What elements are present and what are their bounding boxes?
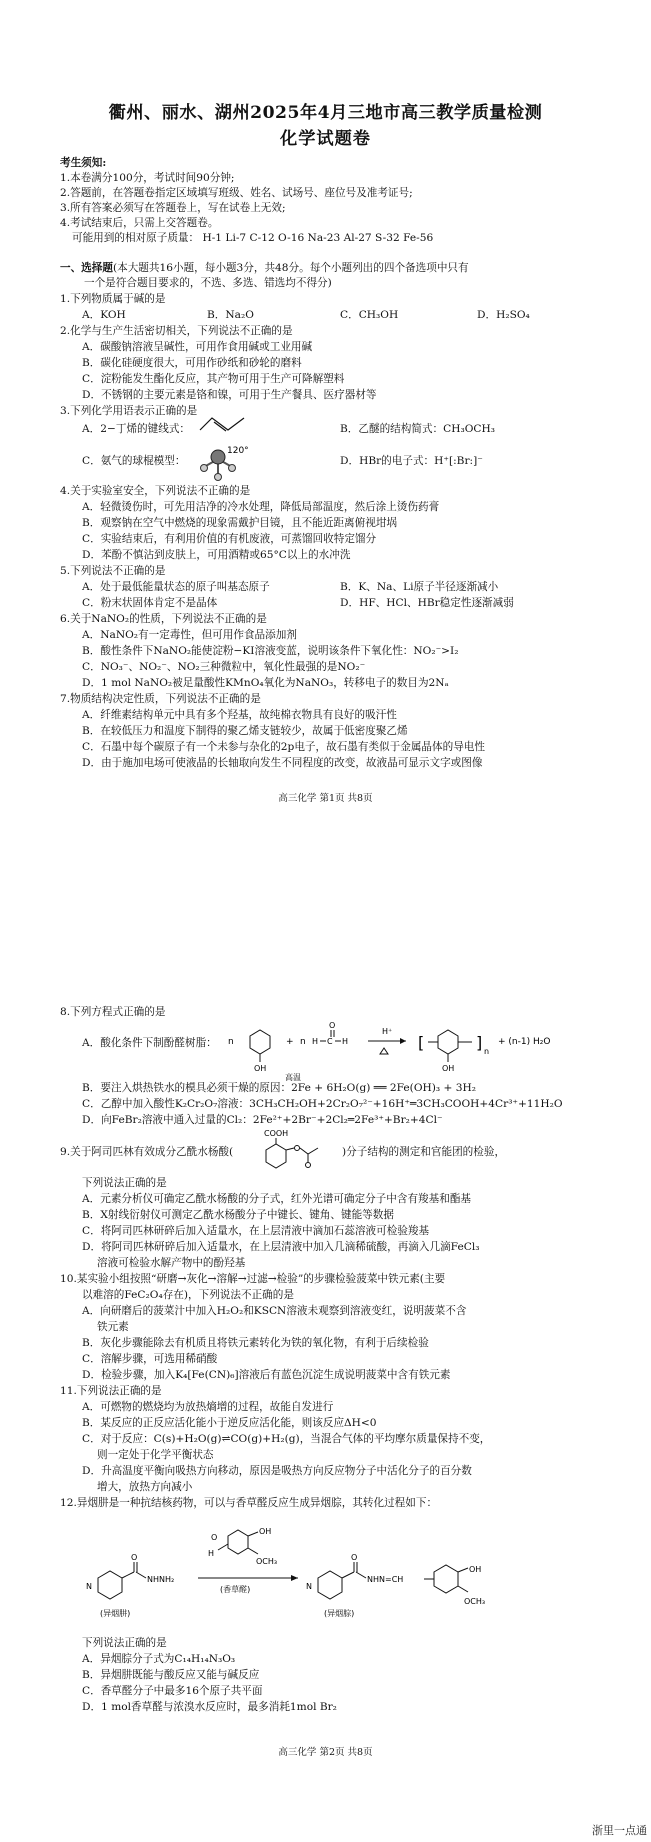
high-temp-condition: 高温 xyxy=(285,1073,301,1082)
q9-option-a: A．元素分析仪可确定乙酰水杨酸的分子式，红外光谱可确定分子中含有羧基和酯基 xyxy=(82,1193,472,1205)
svg-text:[: [ xyxy=(418,1033,425,1052)
q5-stem: 5.下列说法不正确的是 xyxy=(60,565,166,577)
svg-text:]: ] xyxy=(476,1033,483,1052)
q12-option-c: C．香草醛分子中最多16个原子共平面 xyxy=(82,1685,263,1697)
ammonia-ball-stick-model xyxy=(196,441,256,481)
hcho-h1: H xyxy=(312,1037,319,1046)
bond-angle-label: 120° xyxy=(227,446,249,456)
vanillin-och3: OCH₃ xyxy=(256,1557,278,1566)
product-oh: OH xyxy=(469,1565,482,1574)
q6-option-c: C．NO₃⁻、NO₂⁻、NO₂三种微粒中，氧化性最强的是NO₂⁻ xyxy=(82,661,366,673)
phenol-oh: OH xyxy=(254,1064,267,1073)
pyridine-n: N xyxy=(86,1582,92,1591)
q12-lead: 下列说法正确的是 xyxy=(82,1637,167,1649)
hydrazone-group: NHN=CH xyxy=(367,1575,404,1584)
hcho-h2: H xyxy=(342,1037,349,1046)
coef-n-2: n xyxy=(300,1037,306,1047)
q11-option-c-cont: 则一定处于化学平衡状态 xyxy=(97,1449,214,1461)
q7-option-c: C．石墨中每个碳原子有一个未参与杂化的2p电子，故石墨有类似于金属晶体的导电性 xyxy=(82,741,485,753)
q5-option-d: D．HF、HCl、HBr稳定性逐渐减弱 xyxy=(340,597,514,609)
aldehyde-h: H xyxy=(208,1549,215,1558)
notice-line: 2.答题前，在答题卷指定区域填写班级、姓名、试场号、座位号及准考证号; xyxy=(60,187,413,199)
q5-option-a: A．处于最低能量状态的原子叫基态原子 xyxy=(82,581,270,593)
q9-stem-1: 9.关于阿司匹林有效成分乙酰水杨酸( xyxy=(60,1146,234,1158)
q9-option-c: C．将阿司匹林研碎后加入适量水，在上层清液中滴加石蕊溶液可检验羧基 xyxy=(82,1225,430,1237)
atomic-masses: 可能用到的相对原子质量： H-1 Li-7 C-12 O-16 Na-23 Al-27 S-32 Fe-56 xyxy=(72,232,434,244)
q10-option-a: A．向研磨后的菠菜汁中加入H₂O₂和KSCN溶液未观察到溶液变红，说明菠菜不含 xyxy=(82,1305,467,1317)
q2-stem: 2.化学与生产生活密切相关，下列说法不正确的是 xyxy=(60,325,293,337)
q2-option-c: C．淀粉能发生酯化反应，其产物可用于生产可降解塑料 xyxy=(82,373,345,385)
q2-option-a: A．碳酸钠溶液呈碱性，可用作食用碱或工业用碱 xyxy=(82,341,313,353)
q4-option-d: D．苯酚不慎沾到皮肤上，可用酒精或65°C以上的水冲洗 xyxy=(82,549,351,561)
q6-stem: 6.关于NaNO₂的性质，下列说法不正确的是 xyxy=(60,613,267,625)
plus-sign: + xyxy=(286,1037,294,1047)
section-desc: (本大题共16小题，每小题3分，共48分。每个小题列出的四个备选项中只有 xyxy=(112,262,469,274)
section-heading xyxy=(60,261,469,275)
isoniazone-label: (异烟腙) xyxy=(324,1609,355,1618)
phenol-formaldehyde-equation xyxy=(228,1016,628,1076)
q9-lead: 下列说法正确的是 xyxy=(82,1177,167,1189)
q9-option-d: D．将阿司匹林研碎后加入适量水，在上层清液中加入几滴稀硫酸，再滴入几滴FeCl₃ xyxy=(82,1241,480,1253)
notice-line: 4.考试结束后，只需上交答题卷。 xyxy=(60,217,219,229)
q7-option-d: D．由于施加电场可使液晶的长轴取向发生不同程度的改变，故液晶可显示文字或图像 xyxy=(82,757,483,769)
q10-option-c: C．溶解步骤，可选用稀硝酸 xyxy=(82,1353,218,1365)
q8-option-c: C．乙醇中加入酸性K₂Cr₂O₇溶液：3CH₃CH₂OH+2Cr₂O₇²⁻+16H⁺═3CH₃COOH+4Cr³⁺+11H₂O xyxy=(82,1098,563,1110)
q3-stem: 3.下列化学用语表示正确的是 xyxy=(60,405,198,417)
q9-stem-2: )分子结构的测定和官能团的检验， xyxy=(342,1146,506,1158)
q9-option-b: B．X射线衍射仪可测定乙酰水杨酸分子中键长、键角、键能等数据 xyxy=(82,1209,394,1221)
butene-skeletal-formula xyxy=(198,412,254,436)
q10-stem-2: 以难溶的FeC₂O₄存在)，下列说法不正确的是 xyxy=(82,1289,294,1301)
hydrazide-group: NHNH₂ xyxy=(147,1575,175,1584)
page-footer: 高三化学 第1页 共8页 xyxy=(278,793,373,804)
q6-option-a: A．NaNO₂有一定毒性，但可用作食品添加剂 xyxy=(82,629,297,641)
q12-option-b: B．异烟肼既能与酸反应又能与碱反应 xyxy=(82,1669,260,1681)
notice-heading: 考生须知: xyxy=(60,157,107,169)
page-footer: 高三化学 第2页 共8页 xyxy=(278,1747,373,1758)
q6-option-d: D．1 mol NaNO₂被足量酸性KMnO₄氧化为NaNO₃，转移电子的数目为2Nₐ xyxy=(82,677,449,689)
resin-n: n xyxy=(484,1047,490,1056)
q10-option-b: B．灰化步骤能除去有机质且将铁元素转化为铁的氧化物，有利于后续检验 xyxy=(82,1337,429,1349)
q11-option-d: D．升高温度平衡向吸热方向移动，原因是吸热方向反应物分子中活化分子的百分数 xyxy=(82,1465,472,1477)
q4-stem: 4.关于实验室安全，下列说法不正确的是 xyxy=(60,485,251,497)
q5-option-b: B．K、Na、Li原子半径逐渐减小 xyxy=(340,581,499,593)
q3-option-b: B．乙醚的结构简式：CH₃OCH₃ xyxy=(340,423,495,435)
q8-option-b: B．要注入烘热铁水的模具必须干燥的原因：2Fe + 6H₂O(g) ══ 2Fe(OH)₃ + 3H₂ xyxy=(82,1082,476,1094)
q8-stem: 8.下列方程式正确的是 xyxy=(60,1006,166,1018)
q4-option-a: A．轻微烫伤时，可先用洁净的冷水处理，降低局部温度，然后涂上烫伤药膏 xyxy=(82,501,440,513)
isoniazid-reaction-scheme xyxy=(78,1512,578,1622)
q7-option-a: A．纤维素结构单元中具有多个羟基，故纯棉衣物具有良好的吸汗性 xyxy=(82,709,397,721)
cooh-label: COOH xyxy=(264,1129,289,1138)
coef-n: n xyxy=(228,1037,234,1047)
q8-option-a: A．酸化条件下制酚醛树脂： xyxy=(82,1037,217,1049)
q3-option-d: D．HBr的电子式：H⁺[:Br:]⁻ xyxy=(340,455,483,467)
q2-option-b: B．碳化硅硬度很大，可用作砂纸和砂轮的磨料 xyxy=(82,357,302,369)
q1-option-b: B．Na₂O xyxy=(207,309,254,321)
q7-stem: 7.物质结构决定性质，下列说法不正确的是 xyxy=(60,693,261,705)
water-byproduct: + (n-1) H₂O xyxy=(498,1037,551,1047)
q12-option-a: A．异烟腙分子式为C₁₄H₁₄N₃O₃ xyxy=(82,1653,236,1665)
product-pyridine-n: N xyxy=(306,1582,312,1591)
q3-option-a: A．2−丁烯的键线式： xyxy=(82,423,191,435)
section-title: 一、选择题 xyxy=(60,262,113,274)
q1-option-d: D．H₂SO₄ xyxy=(477,309,530,321)
q1-option-c: C．CH₃OH xyxy=(340,309,399,321)
q2-option-d: D．不锈钢的主要元素是铬和镍，可用于生产餐具、医疗器材等 xyxy=(82,389,377,401)
q10-option-a-cont: 铁元素 xyxy=(97,1321,129,1333)
q11-option-c: C．对于反应：C(s)+H₂O(g)⇌CO(g)+H₂(g)，当混合气体的平均摩尔质量保持不变， xyxy=(82,1433,491,1445)
q11-stem: 11.下列说法正确的是 xyxy=(60,1385,162,1397)
vanillin-label: (香草醛) xyxy=(220,1585,251,1594)
q4-option-b: B．观察钠在空气中燃烧的现象需戴护目镜，且不能近距离俯视坩埚 xyxy=(82,517,398,529)
product-och3: OCH₃ xyxy=(464,1597,486,1606)
q5-option-c: C．粉末状固体肯定不是晶体 xyxy=(82,597,218,609)
q10-stem-1: 10.某实验小组按照“研磨→灰化→溶解→过滤→检验”的步骤检验菠菜中铁元素(主要 xyxy=(60,1273,446,1285)
vanillin-oh: OH xyxy=(259,1527,272,1536)
exam-subtitle: 化学试题卷 xyxy=(280,129,371,149)
q6-option-b: B．酸性条件下NaNO₂能使淀粉−KI溶液变蓝，说明该条件下氧化性：NO₂⁻>I₂ xyxy=(82,645,459,657)
notice-line: 3.所有答案必须写在答题卷上，写在试卷上无效; xyxy=(60,202,286,214)
hcho-c: C xyxy=(327,1037,333,1046)
acetylsalicylic-acid-structure xyxy=(262,1126,342,1174)
isoniazid-label: (异烟肼) xyxy=(100,1609,131,1618)
q11-option-a: A．可燃物的燃烧均为放热熵增的过程，故能自发进行 xyxy=(82,1401,334,1413)
acid-condition: H⁺ xyxy=(382,1027,393,1036)
q8-option-d: D．向FeBr₂溶液中通入过量的Cl₂：2Fe²⁺+2Br⁻+2Cl₂═2Fe³⁺+Br₂+4Cl⁻ xyxy=(82,1114,443,1126)
q11-option-b: B．某反应的正反应活化能小于逆反应活化能，则该反应ΔH<0 xyxy=(82,1417,377,1429)
q1-stem: 1.下列物质属于碱的是 xyxy=(60,293,166,305)
q4-option-c: C．实验结束后，有利用价值的有机废液，可蒸馏回收特定馏分 xyxy=(82,533,377,545)
hcho-o: O xyxy=(329,1021,336,1030)
q11-option-d-cont: 增大，放热方向减小 xyxy=(97,1481,193,1493)
carbonyl-o-2: O xyxy=(351,1553,358,1562)
notice-line: 1.本卷满分100分，考试时间90分钟; xyxy=(60,172,235,184)
carbonyl-o-1: O xyxy=(131,1553,138,1562)
q7-option-b: B．在较低压力和温度下制得的聚乙烯支链较少，故属于低密度聚乙烯 xyxy=(82,725,408,737)
section-desc-2: 一个是符合题目要求的，不选、多选、错选均不得分) xyxy=(84,277,332,289)
q9-option-d-cont: 溶液可检验水解产物中的酚羟基 xyxy=(97,1257,246,1269)
exam-title: 衢州、丽水、湖州2025年4月三地市高三教学质量检测 xyxy=(108,103,543,123)
watermark: 浙里一点通 xyxy=(592,1824,647,1837)
aldehyde-o: O xyxy=(211,1533,218,1542)
q3-option-c: C．氨气的球棍模型： xyxy=(82,455,186,467)
q10-option-d: D．检验步骤，加入K₄[Fe(CN)₆]溶液后有蓝色沉淀生成说明菠菜中含有铁元素 xyxy=(82,1369,451,1381)
resin-oh: OH xyxy=(442,1064,455,1073)
q12-option-d: D．1 mol香草醛与浓溴水反应时，最多消耗1mol Br₂ xyxy=(82,1701,337,1713)
q12-stem: 12.异烟肼是一种抗结核药物，可以与香草醛反应生成异烟腙，其转化过程如下： xyxy=(60,1497,438,1509)
q1-option-a: A．KOH xyxy=(82,309,126,321)
